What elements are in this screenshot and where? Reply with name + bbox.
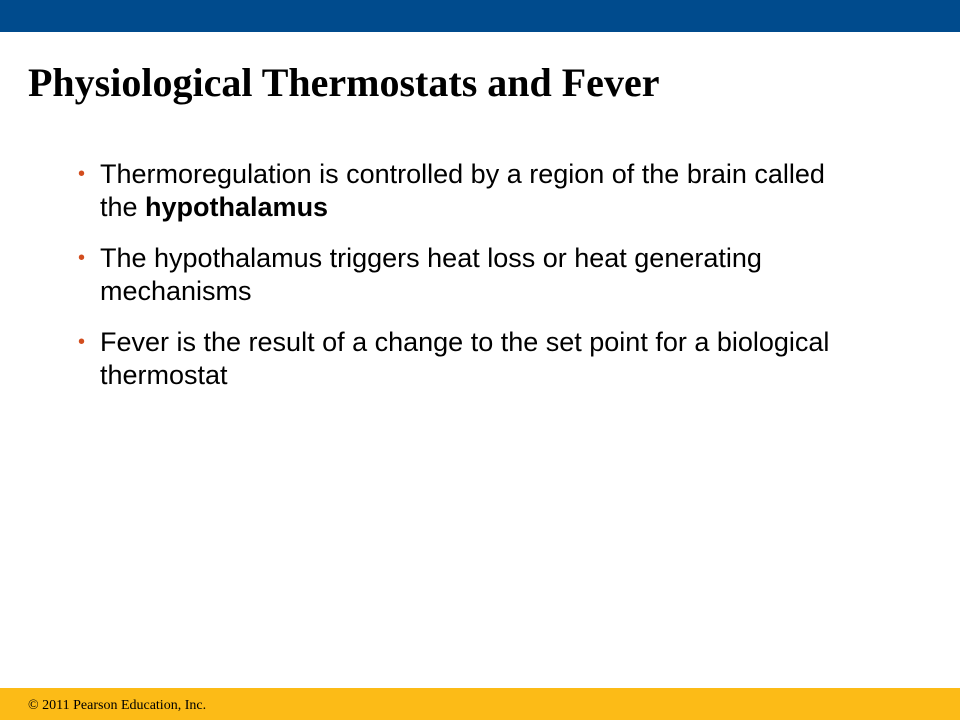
bullet-icon: • — [78, 331, 86, 353]
bullet-text-3: Fever is the result of a change to the set point for a biological thermostat — [100, 327, 830, 390]
bullet-text-2: The hypothalamus triggers heat loss or heat generating mechanisms — [100, 243, 762, 306]
bullet-item-1 — [78, 158, 860, 224]
bullet-item-2 — [78, 242, 860, 308]
slide-title: Physiological Thermostats and Fever — [28, 60, 660, 105]
bullet-bold-term: hypothalamus — [145, 192, 329, 222]
bullet-item-3 — [78, 326, 860, 392]
top-accent-bar — [0, 0, 960, 32]
copyright-notice: © 2011 Pearson Education, Inc. — [28, 698, 207, 713]
bullet-text-1: Thermoregulation is controlled by a region of the brain called the — [100, 159, 825, 222]
bullet-icon: • — [78, 163, 86, 185]
bullet-list — [78, 158, 860, 410]
bullet-icon: • — [78, 247, 86, 269]
